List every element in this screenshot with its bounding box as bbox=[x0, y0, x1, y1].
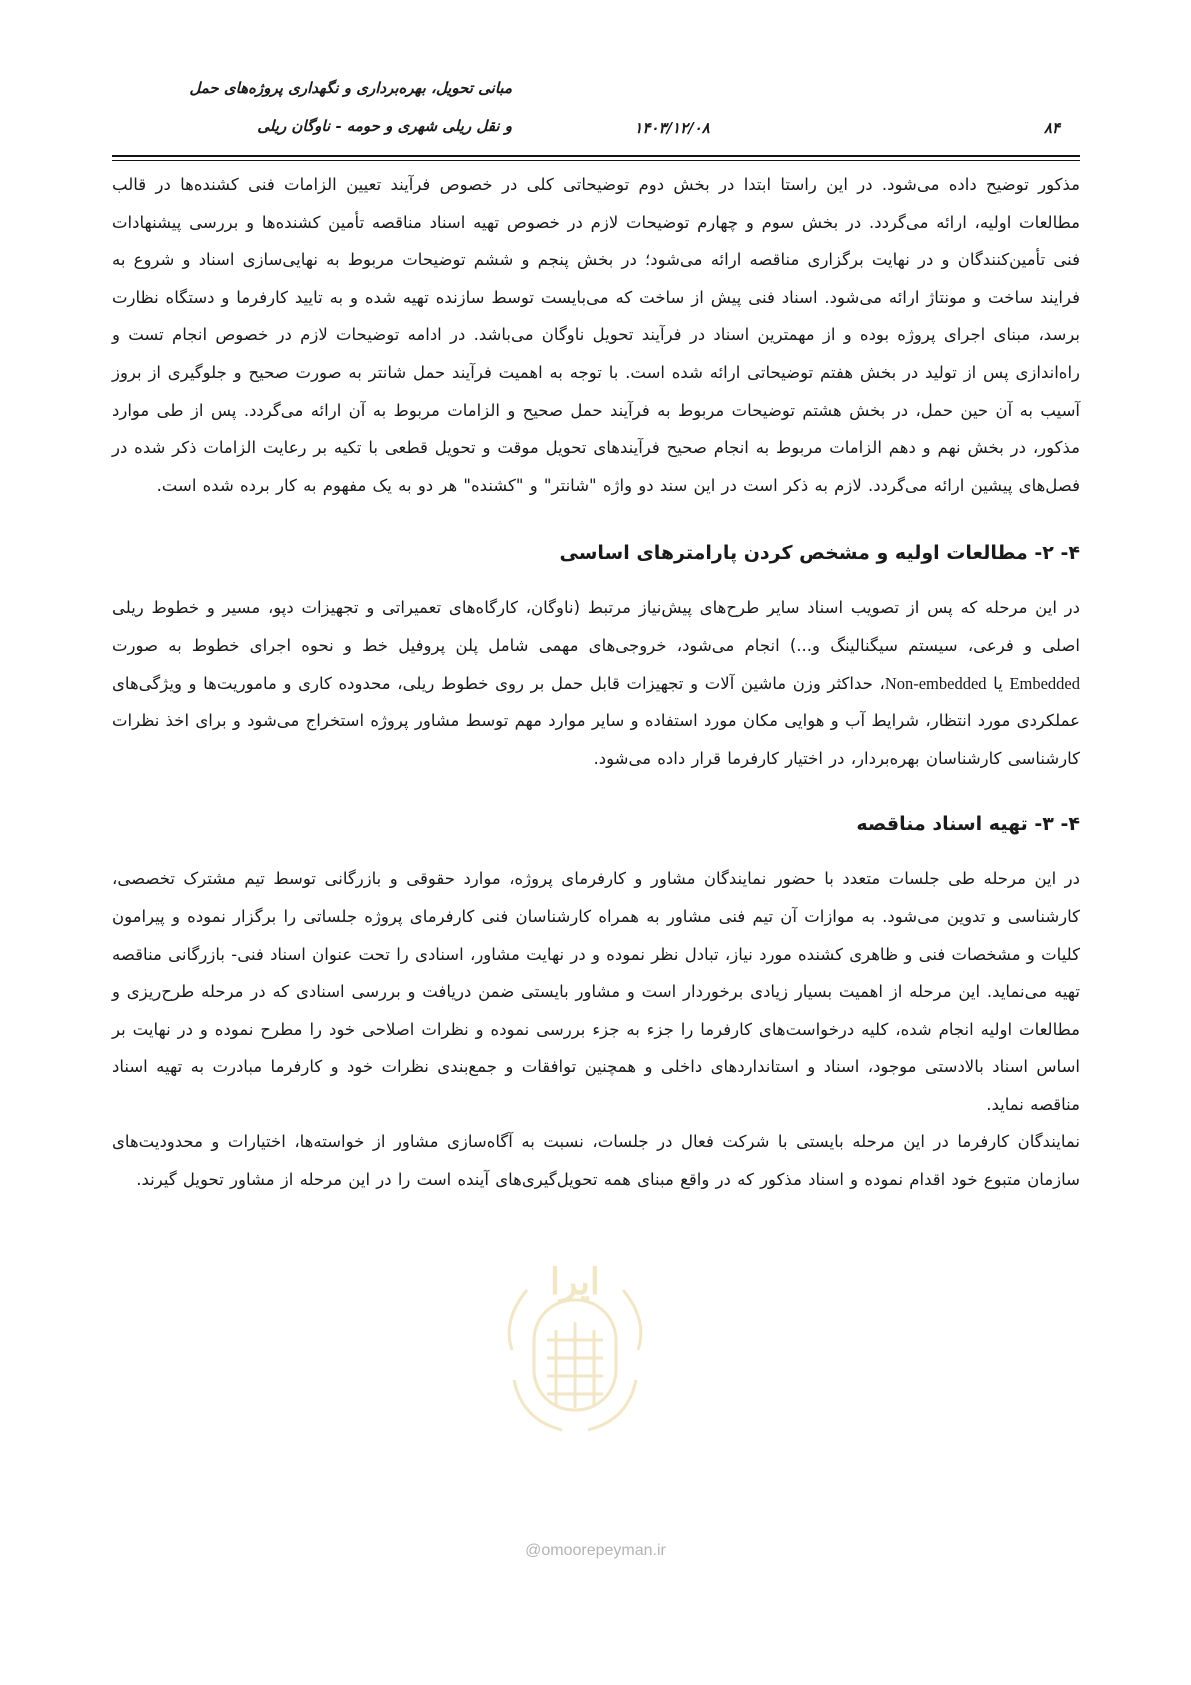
section-3-heading: ۴- ۳- تهیه اسناد مناقصه bbox=[856, 813, 1080, 836]
term-non-embedded: Non-embedded bbox=[884, 673, 987, 693]
page-body bbox=[112, 166, 1080, 1199]
section-2-text-part-1: در این مرحله که پس از تصویب اسناد سایر طرح‌های پیش‌نیاز مرتبط (ناوگان، کارگاه‌های تعمیراتی و تجهیزات دپو، مسیر و خطوط ریلی اصلی و فرعی، سیستم سیگنالینگ و...) انجام می‌شود، خروجی‌های مهمی شامل پلن پروفیل خط و نحوه اجرای خطوط به صورت bbox=[112, 598, 1080, 655]
watermark-logo-letters: ایرا bbox=[550, 1261, 600, 1303]
page-header bbox=[112, 70, 1080, 160]
intro-paragraph: مذکور توضیح داده می‌شود. در این راستا ابتدا در بخش دوم توضیحاتی کلی در خصوص فرآیند تعیین الزامات فنی کشنده‌ها در قالب مطالعات اولیه، ارائه می‌گردد. در بخش سوم و چهارم توضیحات لازم در خصوص تهیه اسناد مناقصه تأمین کشنده‌ها و بررسی پیشنهادات فنی تأمین‌کنندگان و در نهایت برگزاری مناقصه ارائه می‌شود؛ در بخش پنجم و ششم توضیحات مربوط به نهایی‌سازی اسناد و شروع به فرایند ساخت و مونتاژ ارائه می‌شود. اسناد فنی پیش از ساخت که می‌بایست توسط سازنده تهیه شده و به تایید کارفرما و دستگاه نظارت برسد، مبنای اجرای پروژه بوده و از مهمترین اسناد در فرآیند تحویل ناوگان می‌باشد. در ادامه توضیحات لازم در خصوص انجام تست و راه‌اندازی پس از تولید در بخش هفتم توضیحاتی ارائه شده است. با توجه به اهمیت فرآیند حمل شانتر به صورت صحیح و جلوگیری از بروز آسیب به آن حین حمل، در بخش هشتم توضیحات مربوط به فرآیند حمل صحیح و الزامات مربوط به آن ارائه می‌گردد. پس از طی موارد مذکور، در بخش نهم و دهم الزامات مربوط به انجام صحیح فرآیندهای تحویل موقت و تحویل قطعی با تکیه بر رعایت الزامات ذکر شده در فصل‌های پیشین ارائه می‌گردد. لازم به ذکر است در این سند دو واژه "شانتر" و "کشنده" هر دو به یک مفهوم به کار برده شده است. bbox=[112, 175, 1080, 495]
section-2-text-part-2: ، حداکثر وزن ماشین آلات و تجهیزات قابل حمل بر روی خطوط ریلی، محدوده کاری و ماموریت‌ها و ویژگی‌های عملکردی مورد انتظار، شرایط آب و هوایی مکان مورد استفاده و سایر موارد مهم توسط مشاور پروژه استخراج می‌شود و برای اخذ نظرات کارشناسی کارشناسان بهره‌بردار، در اختیار کارفرما قرار داده می‌شود. bbox=[112, 673, 1080, 768]
section-2-heading: ۴- ۲- مطالعات اولیه و مشخص کردن پارامترهای اساسی bbox=[559, 542, 1080, 565]
header-date: ۱۴۰۳/۱۲/۰۸ bbox=[634, 119, 710, 137]
watermark-logo bbox=[492, 1260, 658, 1440]
header-rule-thick bbox=[112, 155, 1080, 157]
header-title-line-2: و نقل ریلی شهری و حومه - ناوگان ریلی bbox=[257, 117, 512, 135]
section-3-paragraph-1: در این مرحله طی جلسات متعدد با حضور نمایندگان مشاور و کارفرمای پروژه، موارد حقوقی و بازرگانی توسط تیم مشترک تخصصی، کارشناسی و تدوین می‌شود. به موازات آن تیم فنی مشاور به همراه کارشناسان فنی کارفرمای پروژه جلساتی را برگزار نموده و پیرامون کلیات و مشخصات فنی و ظاهری کشنده مورد نیاز، تبادل نظر نموده و در نهایت مشاور، اسنادی را تحت عنوان اسناد فنی- بازرگانی مناقصه تهیه می‌نماید. این مرحله از اهمیت بسیار زیادی برخوردار است و مشاور بایستی ضمن دریافت و بررسی اسنادی که در مرحله طرح‌ریزی و مطالعات اولیه انجام شده، کلیه درخواست‌های کارفرما را جزء به جزء بررسی نموده و نظرات اصلاحی خود را مطرح نموده و در نهایت بر اساس اسناد بالادستی موجود، اسناد و استانداردهای داخلی و همچنین توافقات و جمع‌بندی نظرات خود و کارفرما مبادرت به تهیه اسناد مناقصه نماید. bbox=[112, 869, 1080, 1114]
page-number: ۸۴ bbox=[1043, 119, 1060, 137]
section-2-paragraph bbox=[112, 589, 1080, 777]
word-or: یا bbox=[993, 673, 1003, 693]
section-3-paragraph-2: نمایندگان کارفرما در این مرحله بایستی با شرکت فعال در جلسات، نسبت به آگاه‌سازی مشاور از خواسته‌ها، اختیارات و محدودیت‌های سازمان متبوع خود اقدام نموده و اسناد مذکور که در واقع مبنای همه تحویل‌گیری‌های آینده است را در این مرحله از مشاور تحویل گیرند. bbox=[112, 1132, 1080, 1190]
header-rule-thin bbox=[112, 160, 1080, 161]
watermark-url: @omoorepeyman.ir bbox=[525, 1542, 666, 1559]
header-title-line-1: مبانی تحویل، بهره‌برداری و نگهداری پروژه‌های حمل bbox=[189, 79, 512, 97]
term-embedded: Embedded bbox=[1009, 673, 1080, 693]
